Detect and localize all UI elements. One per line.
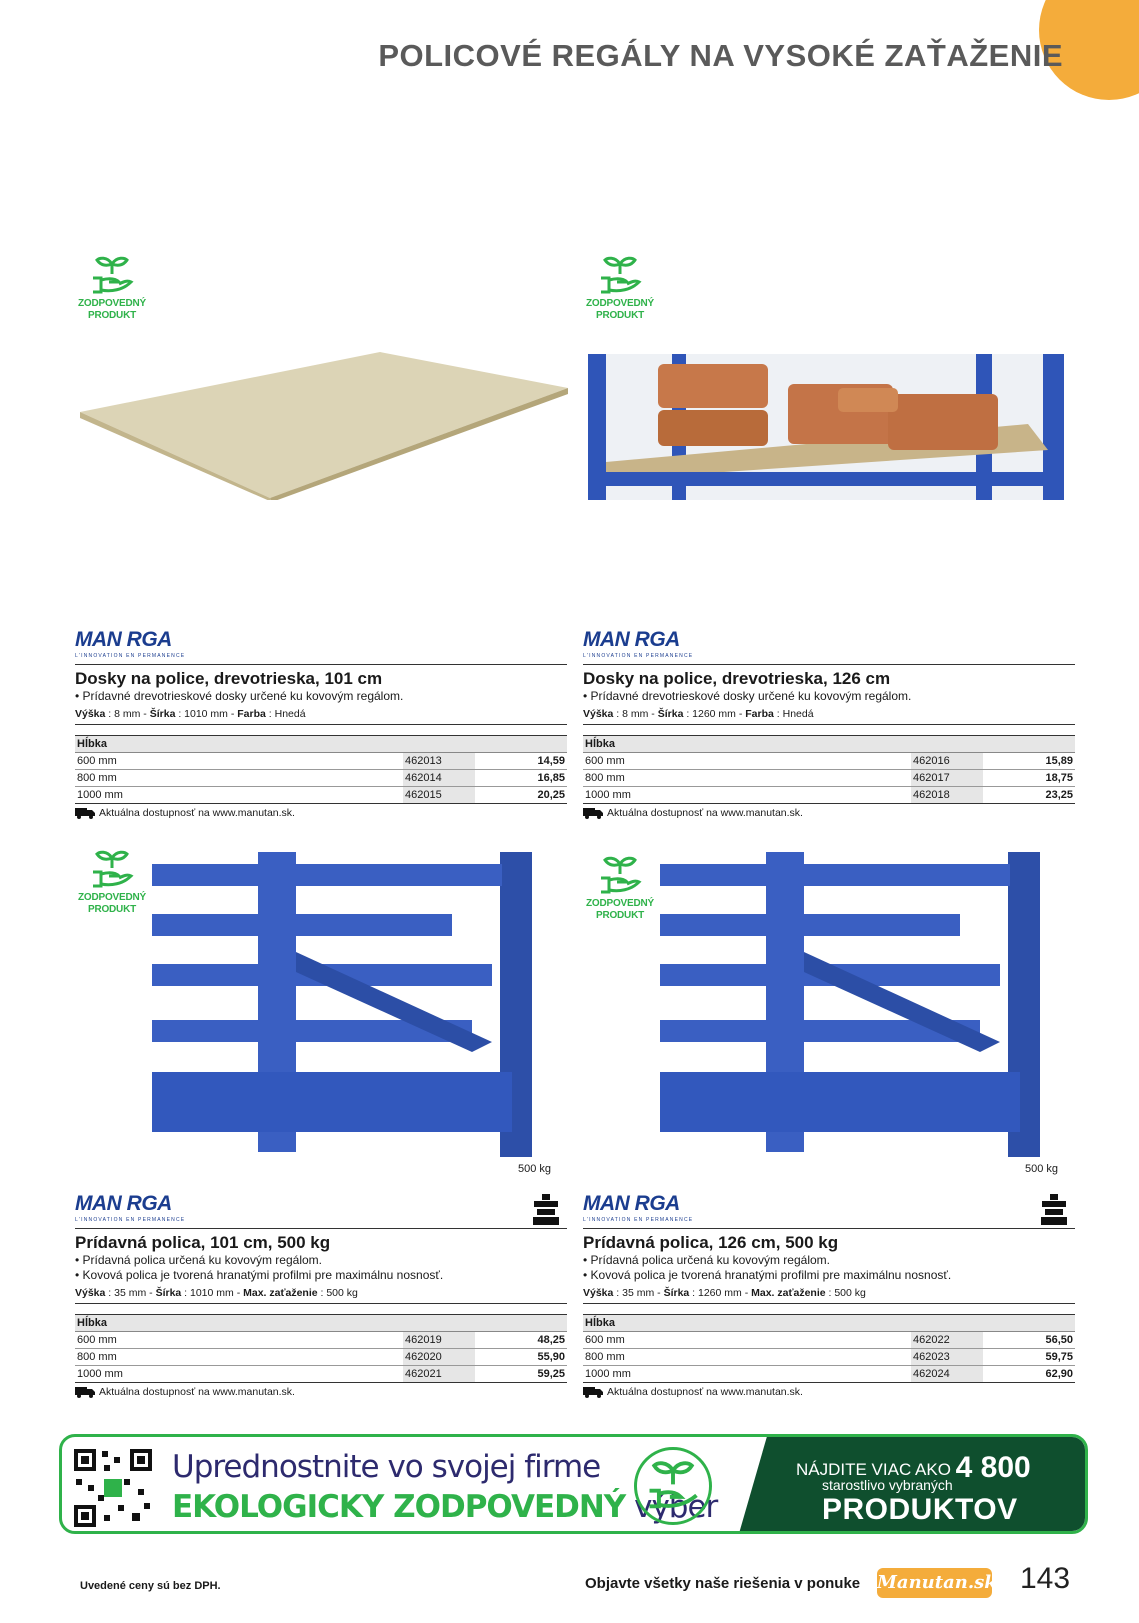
eco-badge	[72, 252, 152, 322]
brand-tagline: L'INNOVATION EN PERMANENCE	[583, 1217, 694, 1223]
brand-name: MAN RGA	[583, 628, 680, 651]
availability-note: Aktuálna dostupnosť na www.manutan.sk.	[583, 1386, 1075, 1398]
product-name: Dosky na police, drevotrieska, 126 cm	[583, 669, 891, 688]
chipboard-photo	[80, 350, 570, 500]
product-bullet: • Prídavné drevotrieskové dosky určené ku kovovým regálom.	[75, 689, 404, 703]
eco-badge	[580, 852, 660, 922]
product-block	[583, 628, 1075, 819]
product-specs: Výška : 8 mm - Šírka : 1010 mm - Farba : Hnedá	[75, 708, 567, 725]
price-table	[75, 1314, 567, 1383]
brand-logo	[75, 628, 567, 664]
table-row: 600 mm 462013 14,59	[75, 753, 567, 770]
banner-right-line1: NÁJDITE VIAC AKO 4 800	[796, 1451, 1031, 1484]
eco-promo-banner[interactable]	[59, 1434, 1088, 1534]
product-bullet: • Prídavná polica určená ku kovovým regálom.	[75, 1253, 322, 1267]
product-specs: Výška : 35 mm - Šírka : 1010 mm - Max. zaťaženie : 500 kg	[75, 1287, 567, 1304]
rack-with-coils-photo	[588, 354, 1064, 500]
brand-tagline: L'INNOVATION EN PERMANENCE	[75, 653, 186, 659]
brand-tagline: L'INNOVATION EN PERMANENCE	[583, 653, 694, 659]
brand-name: MAN RGA	[75, 1192, 172, 1215]
availability-note: Aktuálna dostupnosť na www.manutan.sk.	[583, 807, 1075, 819]
table-row: 800 mm 462020 55,90	[75, 1349, 567, 1366]
plant-hand-icon	[89, 846, 135, 892]
truck-icon	[75, 807, 95, 819]
brand-logo	[75, 1192, 567, 1228]
product-block	[75, 1192, 567, 1398]
product-bullet: • Kovová polica je tvorená hranatými profilmi pre maximálnu nosnosť.	[583, 1268, 952, 1282]
footer-cta: Objavte všetky naše riešenia v ponuke	[585, 1575, 861, 1592]
price-table	[583, 1314, 1075, 1383]
divider	[75, 1228, 567, 1229]
page-number: 143	[1020, 1562, 1071, 1595]
table-row: 800 mm 462017 18,75	[583, 770, 1075, 787]
product-name: Prídavná polica, 101 cm, 500 kg	[75, 1233, 331, 1252]
brand-tagline: L'INNOVATION EN PERMANENCE	[75, 1217, 186, 1223]
price-table	[75, 735, 567, 804]
table-row: 1000 mm 462018 23,25	[583, 787, 1075, 804]
brand-name: MAN RGA	[75, 628, 172, 651]
table-row: 800 mm 462014 16,85	[75, 770, 567, 787]
table-header: Hĺbka	[583, 736, 1075, 753]
product-specs: Výška : 8 mm - Šírka : 1260 mm - Farba : Hnedá	[583, 708, 1075, 725]
eco-badge-line1: ZODPOVEDNÝ	[585, 898, 654, 909]
brand-logo	[583, 1192, 1075, 1228]
brand-name: MAN RGA	[583, 1192, 680, 1215]
product-bullet: • Prídavné drevotrieskové dosky určené ku kovovým regálom.	[583, 689, 912, 703]
banner-line2: EKOLOGICKY ZODPOVEDNÝ výber	[172, 1489, 718, 1525]
product-bullet: • Kovová polica je tvorená hranatými profilmi pre maximálnu nosnosť.	[75, 1268, 444, 1282]
divider	[583, 1228, 1075, 1229]
table-header: Hĺbka	[75, 736, 567, 753]
weight-label: 500 kg	[1025, 1163, 1059, 1175]
eco-badge-line2: PRODUKT	[87, 904, 137, 915]
eco-badge-line1: ZODPOVEDNÝ	[77, 298, 146, 309]
truck-icon	[75, 1386, 95, 1398]
table-header: Hĺbka	[583, 1315, 1075, 1332]
table-row: 600 mm 462016 15,89	[583, 753, 1075, 770]
shelf-frame-photo	[152, 852, 532, 1157]
truck-icon	[583, 1386, 603, 1398]
table-row: 600 mm 462019 48,25	[75, 1332, 567, 1349]
price-note: Uvedené ceny sú bez DPH.	[80, 1580, 221, 1592]
weight-label: 500 kg	[518, 1163, 552, 1175]
product-name: Prídavná polica, 126 cm, 500 kg	[583, 1233, 839, 1252]
eco-badge-line2: PRODUKT	[595, 910, 645, 921]
product-name: Dosky na police, drevotrieska, 101 cm	[75, 669, 383, 688]
product-block	[75, 628, 567, 819]
divider	[75, 664, 567, 665]
eco-badge-line2: PRODUKT	[595, 310, 645, 321]
table-header: Hĺbka	[75, 1315, 567, 1332]
truck-icon	[583, 807, 603, 819]
plant-hand-icon	[89, 252, 135, 298]
eco-badge-line1: ZODPOVEDNÝ	[77, 892, 146, 903]
brand-logo	[583, 628, 1075, 664]
banner-right-line2: starostlivo vybraných	[822, 1477, 953, 1493]
eco-badge	[580, 252, 660, 322]
manutan-link-badge[interactable]: Manutan.sk	[877, 1568, 992, 1598]
page-title: POLICOVÉ REGÁLY NA VYSOKÉ ZAŤAŽENIE	[378, 38, 1063, 73]
price-table	[583, 735, 1075, 804]
plant-hand-icon	[597, 252, 643, 298]
product-bullet: • Prídavná polica určená ku kovovým regálom.	[583, 1253, 830, 1267]
banner-right-line3: PRODUKTOV	[822, 1493, 1018, 1526]
availability-note: Aktuálna dostupnosť na www.manutan.sk.	[75, 1386, 567, 1398]
shelf-frame-photo	[660, 852, 1040, 1157]
availability-note: Aktuálna dostupnosť na www.manutan.sk.	[75, 807, 567, 819]
table-row: 1000 mm 462024 62,90	[583, 1366, 1075, 1383]
table-row: 1000 mm 462021 59,25	[75, 1366, 567, 1383]
table-row: 600 mm 462022 56,50	[583, 1332, 1075, 1349]
plant-hand-icon	[597, 852, 643, 898]
qr-code-icon[interactable]	[74, 1449, 152, 1527]
eco-badge	[72, 846, 152, 916]
weight-capacity-icon	[1039, 1194, 1069, 1226]
product-block	[583, 1192, 1075, 1398]
eco-circle-icon	[634, 1447, 712, 1525]
product-specs: Výška : 35 mm - Šírka : 1260 mm - Max. zaťaženie : 500 kg	[583, 1287, 1075, 1304]
eco-badge-line2: PRODUKT	[87, 310, 137, 321]
eco-badge-line1: ZODPOVEDNÝ	[585, 298, 654, 309]
weight-capacity-icon	[531, 1194, 561, 1226]
table-row: 800 mm 462023 59,75	[583, 1349, 1075, 1366]
table-row: 1000 mm 462015 20,25	[75, 787, 567, 804]
divider	[583, 664, 1075, 665]
banner-line1: Uprednostnite vo svojej firme	[172, 1449, 601, 1485]
